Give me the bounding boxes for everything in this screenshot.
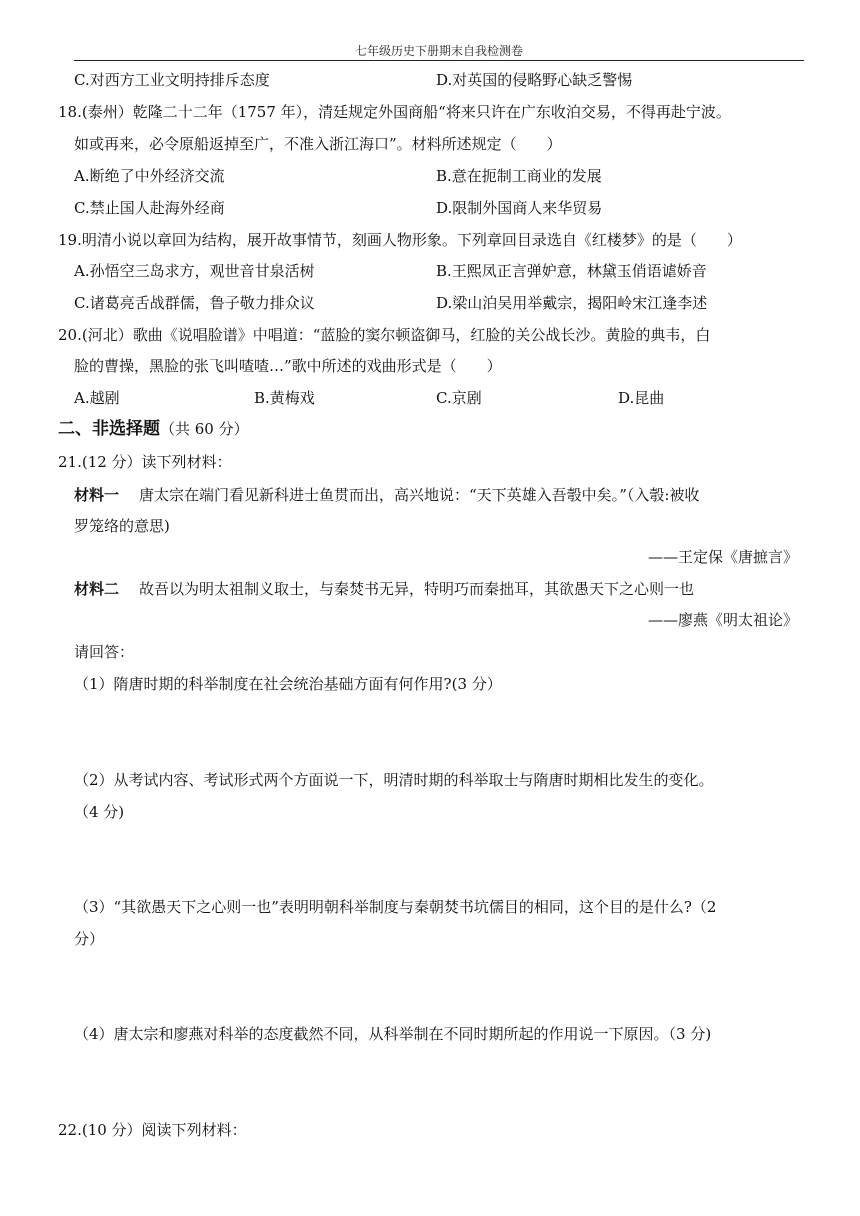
q21-material2-text: 故吾以为明太祖制义取士，与秦焚书无异，特明巧而秦拙耳，其欲愚天下之心则一也 [139, 580, 695, 598]
q21-stem: 21.(12 分）读下列材料： [58, 453, 232, 471]
q20-stem-line1: 20.(河北）歌曲《说唱脸谱》中唱道：“蓝脸的窦尔顿盗御马，红脸的关公战长沙。黄脸的典韦，白 [58, 326, 711, 344]
section-subtitle: （共 60 分） [160, 420, 249, 438]
q18-option-b: B.意在扼制工商业的发展 [436, 167, 602, 185]
q21-sub3-line1: （3）“其欲愚天下之心则一也”表明明朝科举制度与秦朝焚书坑儒目的相同，这个目的是什么?（2 [74, 898, 717, 916]
q21-material1-line2: 罗笼络的意思) [74, 517, 170, 535]
q17-option-d: D.对英国的侵略野心缺乏警惕 [436, 71, 633, 89]
q21-material2-label: 材料二 [74, 580, 120, 598]
header-divider [74, 60, 804, 61]
q21-material1 [74, 485, 699, 505]
q18-option-d: D.限制外国商人来华贸易 [436, 199, 603, 217]
q19-option-d: D.梁山泊吴用举戴宗，揭阳岭宋江逢李述 [436, 294, 708, 312]
q19-option-a: A.孙悟空三岛求方，观世音甘泉活树 [74, 262, 315, 280]
q18-stem-line1: 18.(泰州）乾隆二十二年（1757 年），清廷规定外国商船“将来只许在广东收泊交易，不得再赴宁波。 [58, 103, 731, 121]
q17-option-c: C.对西方工业文明持排斥态度 [74, 71, 270, 89]
q21-material1-source: ——王定保《唐摭言》 [647, 548, 798, 566]
q18-stem-line2: 如或再来，必令原船返掉至广，不准入浙江海口”。材料所述规定（ ） [74, 135, 562, 153]
q19-option-b: B.王熙凤正言弹妒意，林黛玉俏语谑娇音 [436, 262, 707, 280]
q21-sub2-line1: （2）从考试内容、考试形式两个方面说一下，明清时期的科举取士与隋唐时期相比发生的变化。 [74, 771, 714, 789]
section-heading [58, 418, 249, 440]
q20-option-d: D.昆曲 [618, 389, 665, 407]
q21-sub4: （4）唐太宗和廖燕对科举的态度截然不同，从科举制在不同时期所起的作用说一下原因。（3 分) [74, 1025, 712, 1043]
page-header-title: 七年级历史下册期末自我检测卷 [354, 44, 523, 58]
q19-option-c: C.诸葛亮舌战群儒，鲁子敬力排众议 [74, 294, 315, 312]
q21-sub3-line2: 分） [74, 930, 105, 948]
q21-sub1: （1）隋唐时期的科举制度在社会统治基础方面有何作用?(3 分） [74, 675, 502, 693]
q21-material2-source: ——廖燕《明太祖论》 [647, 611, 798, 629]
q22-stem: 22.(10 分）阅读下列材料： [58, 1121, 247, 1139]
q20-option-c: C.京剧 [436, 389, 482, 407]
q21-material2 [74, 579, 694, 599]
q20-option-a: A.越剧 [74, 389, 120, 407]
q19-stem: 19.明清小说以章回为结构，展开故事情节，刻画人物形象。下列章回目录选自《红楼梦》的是（ ） [58, 231, 742, 249]
q21-material1-text: 唐太宗在端门看见新科进士鱼贯而出，高兴地说：“天下英雄入吾彀中矣。”（入彀:被收 [139, 486, 700, 504]
q18-option-c: C.禁止国人赴海外经商 [74, 199, 225, 217]
q21-material1-label: 材料一 [74, 486, 120, 504]
q20-option-b: B.黄梅戏 [254, 389, 315, 407]
q21-prompt: 请回答： [74, 643, 135, 661]
q18-option-a: A.断绝了中外经济交流 [74, 167, 225, 185]
q21-sub2-line2: （4 分) [74, 803, 125, 821]
q20-stem-line2: 脸的曹操，黑脸的张飞叫喳喳…”歌中所述的戏曲形式是（ ） [74, 357, 502, 375]
section-title: 二、非选择题 [58, 419, 160, 439]
